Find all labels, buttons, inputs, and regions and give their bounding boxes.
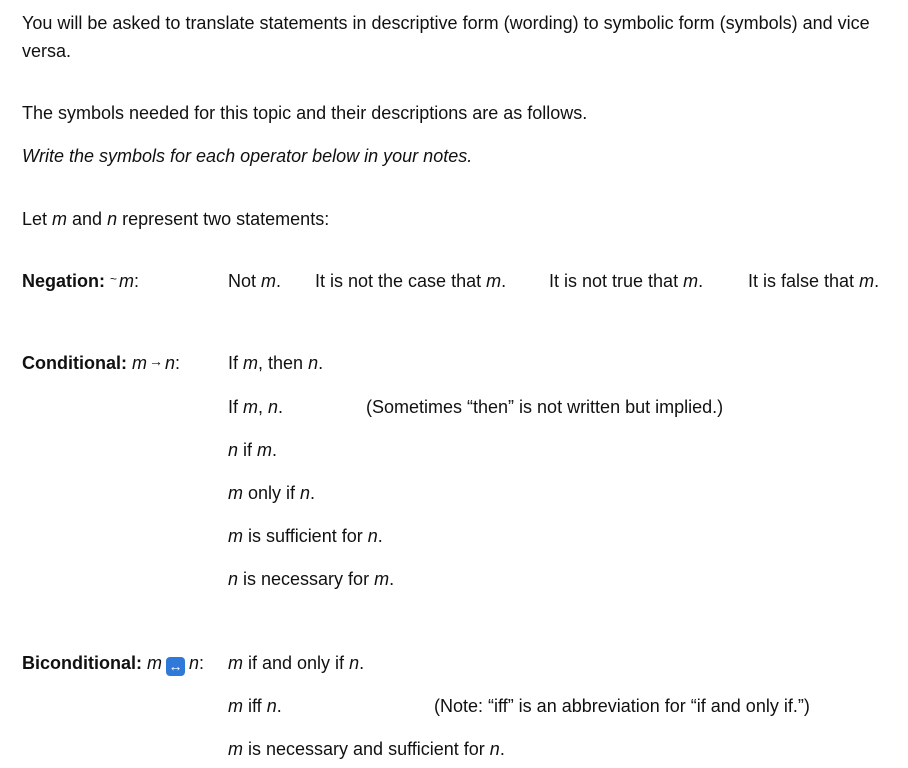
text: It is not true that [549, 271, 684, 291]
intro-paragraph: You will be asked to translate statements in descriptive form (wording) to symbolic form (symbols) and vice versa. [22, 13, 870, 61]
text: is sufficient for [243, 526, 368, 546]
conditional-colon: : [175, 353, 181, 373]
var: m [228, 483, 243, 503]
negation-form-true [549, 270, 703, 292]
text: . [310, 483, 316, 503]
var: m [486, 271, 502, 291]
text: is necessary for [238, 569, 375, 589]
text: . [278, 397, 284, 417]
text: only if [243, 483, 301, 503]
negation-var: m [119, 271, 135, 291]
text: . [377, 526, 383, 546]
biconditional-form-1 [228, 652, 364, 674]
let-and: and [67, 209, 108, 229]
var: m [228, 739, 243, 759]
text: . [318, 353, 324, 373]
text: It is false that [748, 271, 860, 291]
text: , then [258, 353, 309, 373]
conditional-form-3 [228, 439, 277, 461]
var: m [243, 353, 259, 373]
var: n [228, 440, 239, 460]
var: m [683, 271, 699, 291]
var: m [261, 271, 277, 291]
text: If [228, 353, 244, 373]
let-suffix: represent two statements: [117, 209, 330, 229]
text: . [499, 739, 505, 759]
biconditional-note: (Note: “iff” is an abbreviation for “if and only if.”) [434, 696, 810, 716]
var: m [257, 440, 273, 460]
text: . [389, 569, 395, 589]
text: is necessary and sufficient for [243, 739, 490, 759]
var-n: n [107, 209, 118, 229]
negation-form-false [748, 270, 879, 292]
conditional-form-5 [228, 525, 383, 547]
right-arrow-icon: → [149, 353, 163, 369]
var-m: m [52, 209, 68, 229]
conditional-note: (Sometimes “then” is not written but implied.) [366, 397, 724, 417]
var: m [859, 271, 875, 291]
biconditional-header [22, 652, 204, 674]
intro-symbols-line: The symbols needed for this topic and their descriptions are as follows. [22, 103, 588, 123]
var: n [268, 397, 279, 417]
biconditional-form-2 [228, 695, 282, 717]
var: n [308, 353, 319, 373]
var: n [228, 569, 239, 589]
var-n: n [165, 353, 176, 373]
var: n [489, 739, 500, 759]
var-m: m [147, 653, 163, 673]
let-statement [22, 208, 329, 230]
var: m [374, 569, 390, 589]
text: if and only if [243, 653, 350, 673]
text: It is not the case that [315, 271, 487, 291]
text: iff [243, 696, 267, 716]
conditional-header [22, 352, 180, 375]
text: . [359, 653, 365, 673]
var: n [266, 696, 277, 716]
text: . [276, 271, 282, 291]
text: . [698, 271, 704, 291]
biconditional-colon: : [199, 653, 205, 673]
negation-label: Negation: [22, 271, 105, 291]
text: Not [228, 271, 262, 291]
var: n [367, 526, 378, 546]
text: if [238, 440, 258, 460]
let-prefix: Let [22, 209, 53, 229]
conditional-form-2 [228, 396, 283, 418]
instruction-text: Write the symbols for each operator below in your notes. [22, 146, 473, 166]
var: n [349, 653, 360, 673]
intro-instruction [22, 145, 472, 167]
conditional-form-1 [228, 352, 323, 374]
biconditional-form-3 [228, 738, 505, 760]
var: m [228, 653, 243, 673]
var: n [300, 483, 311, 503]
conditional-form-4 [228, 482, 315, 504]
biconditional-label: Biconditional: [22, 653, 142, 673]
text: . [874, 271, 880, 291]
tilde-symbol: ~ [110, 272, 118, 286]
var: m [228, 526, 243, 546]
var: m [228, 696, 243, 716]
negation-form-not [228, 270, 281, 292]
conditional-form-6 [228, 568, 394, 590]
conditional-label: Conditional: [22, 353, 127, 373]
left-right-arrow-icon: ↔ [166, 657, 185, 676]
text: . [501, 271, 507, 291]
text: . [276, 696, 282, 716]
text: . [272, 440, 278, 460]
text: , [258, 397, 269, 417]
text: If [228, 397, 244, 417]
var: m [243, 397, 259, 417]
var-m: m [132, 353, 147, 373]
var-n: n [189, 653, 200, 673]
negation-colon: : [134, 271, 140, 291]
negation-header [22, 270, 139, 294]
negation-form-case [315, 270, 506, 292]
